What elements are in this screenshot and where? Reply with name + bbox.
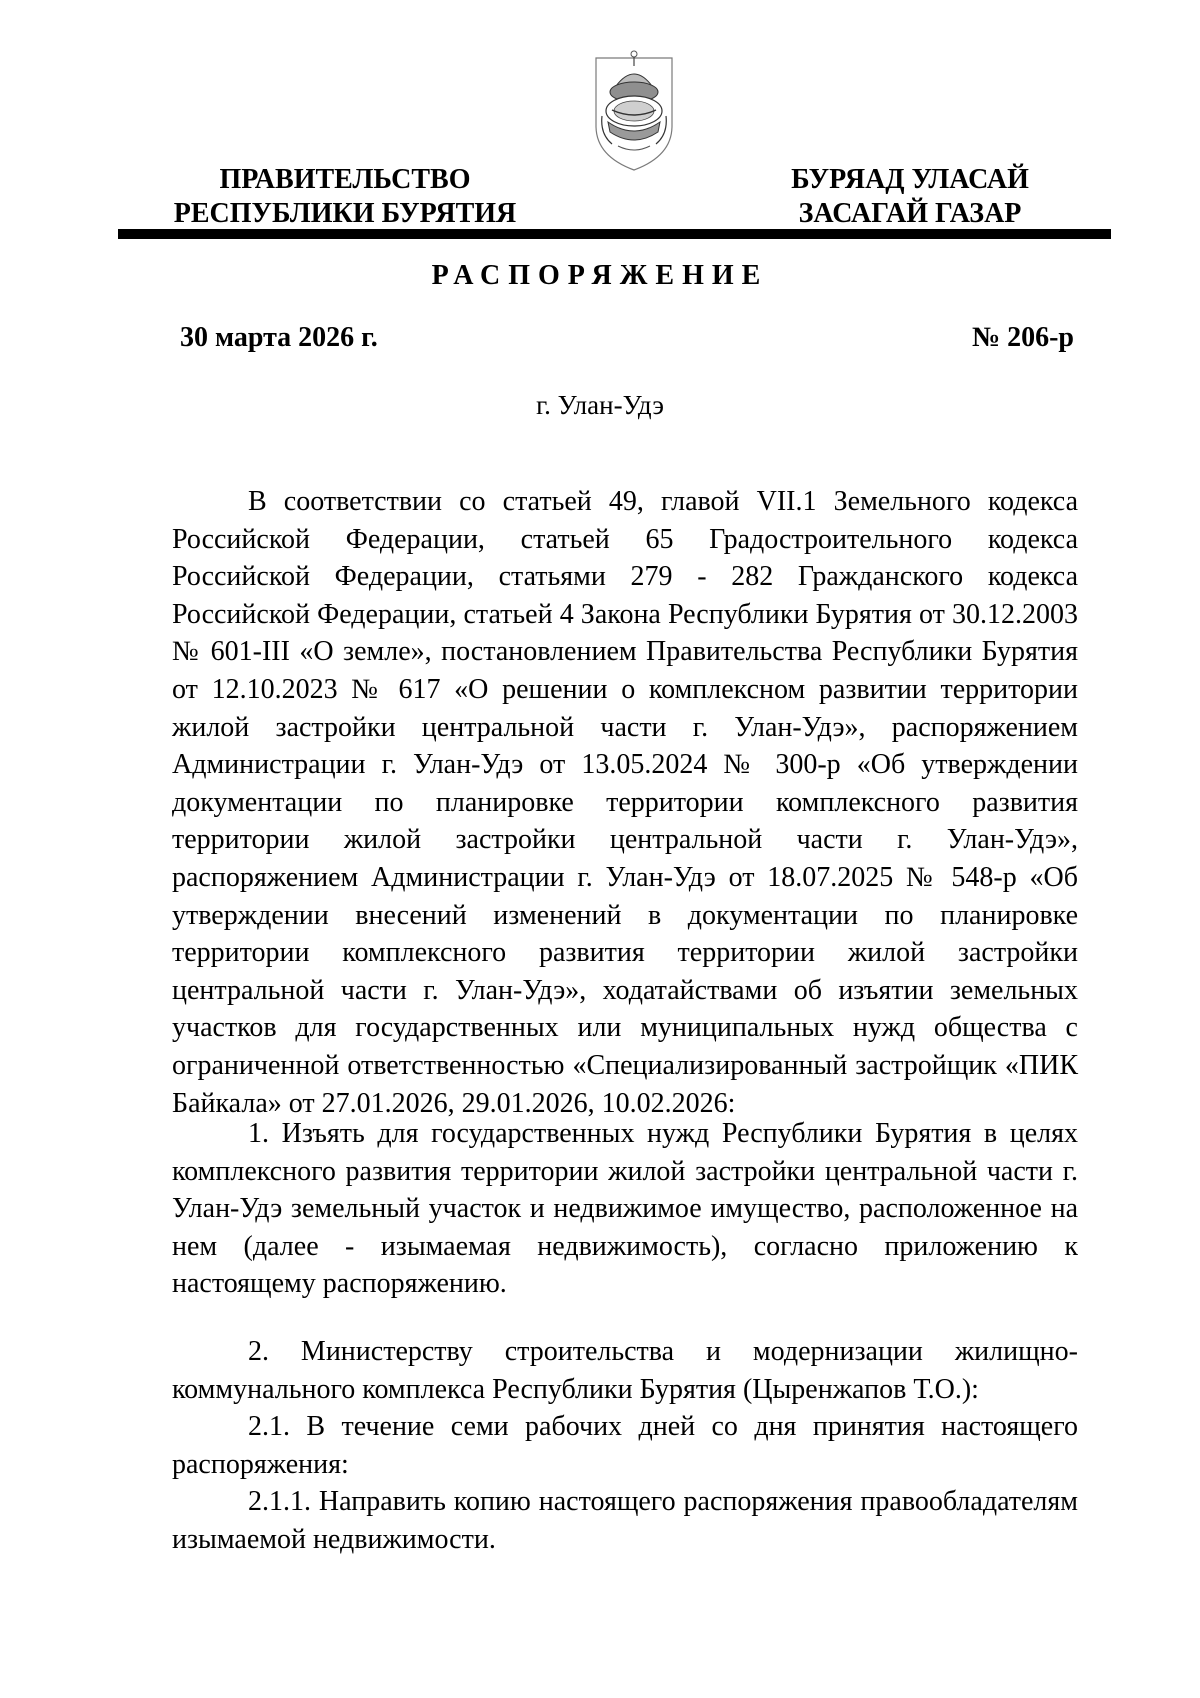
- preamble-paragraph: В соответствии со статьей 49, главой VII.1 Земельного кодекса Российской Федерации, статьей 65 Градостроительного кодекса Российской Федерации, статьями 279 - 282 Гражданского кодекса Российской Федерации, статьей 4 Закона Республики Бурятия от 30.12.2003 № 601-III «О земле», постановлением Правительства Республики Бурятия от 12.10.2023 № 617 «О решении о комплексном развитии территории жилой застройки центральной части г. Улан-Удэ», распоряжением Администрации г. Улан-Удэ от 13.05.2024 № 300-р «Об утверждении документации по планировке территории комплексного развития территории жилой застройки центральной части г. Улан-Удэ», распоряжением Администрации г. Улан-Удэ от 18.07.2025 № 548-р «Об утверждении внесений изменений в документации по планировке территории комплексного развития территории жилой застройки центральной части г. Улан-Удэ», ходатайствами об изъятии земельных участков для государственных или муниципальных нужд общества с ограниченной ответственностью «Специализированный застройщик «ПИК Байкала» от 27.01.2026, 29.01.2026, 10.02.2026:: [172, 486, 1078, 1119]
- clause-2: 2. Министерству строительства и модернизации жилищно-коммунального комплекса Республики Бурятия (Цыренжапов Т.О.):: [172, 1336, 1078, 1405]
- org-name-russian-line-2: РЕСПУБЛИКИ БУРЯТИЯ: [173, 198, 517, 229]
- document-date: 30 марта 2026 г.: [180, 322, 378, 353]
- clause-2-1-1: 2.1.1. Направить копию настоящего распоряжения правообладателям изымаемой недвижимости.: [172, 1486, 1078, 1555]
- header-divider: [118, 229, 1111, 239]
- document-type-title: РАСПОРЯЖЕНИЕ: [431, 260, 769, 291]
- document-number: № 206-р: [971, 322, 1074, 353]
- org-name-buryat-line-1: БУРЯАД УЛАСАЙ: [791, 164, 1029, 195]
- clause-2-1: 2.1. В течение семи рабочих дней со дня принятия настоящего распоряжения:: [172, 1411, 1078, 1480]
- coat-of-arms-icon: [592, 48, 676, 174]
- org-name-buryat-line-2: ЗАСАГАЙ ГАЗАР: [798, 198, 1022, 229]
- document-city: г. Улан-Удэ: [536, 390, 664, 420]
- org-name-russian-line-1: ПРАВИТЕЛЬСТВО: [219, 164, 471, 195]
- org-name-buryat: [760, 163, 1060, 231]
- org-name-russian: [160, 163, 530, 231]
- clause-1: 1. Изъять для государственных нужд Республики Бурятия в целях комплексного развития территории жилой застройки центральной части г. Улан-Удэ земельный участок и недвижимое имущество, расположенное на нем (далее - изымаемая недвижимость), согласно приложению к настоящему распоряжению.: [172, 1118, 1078, 1300]
